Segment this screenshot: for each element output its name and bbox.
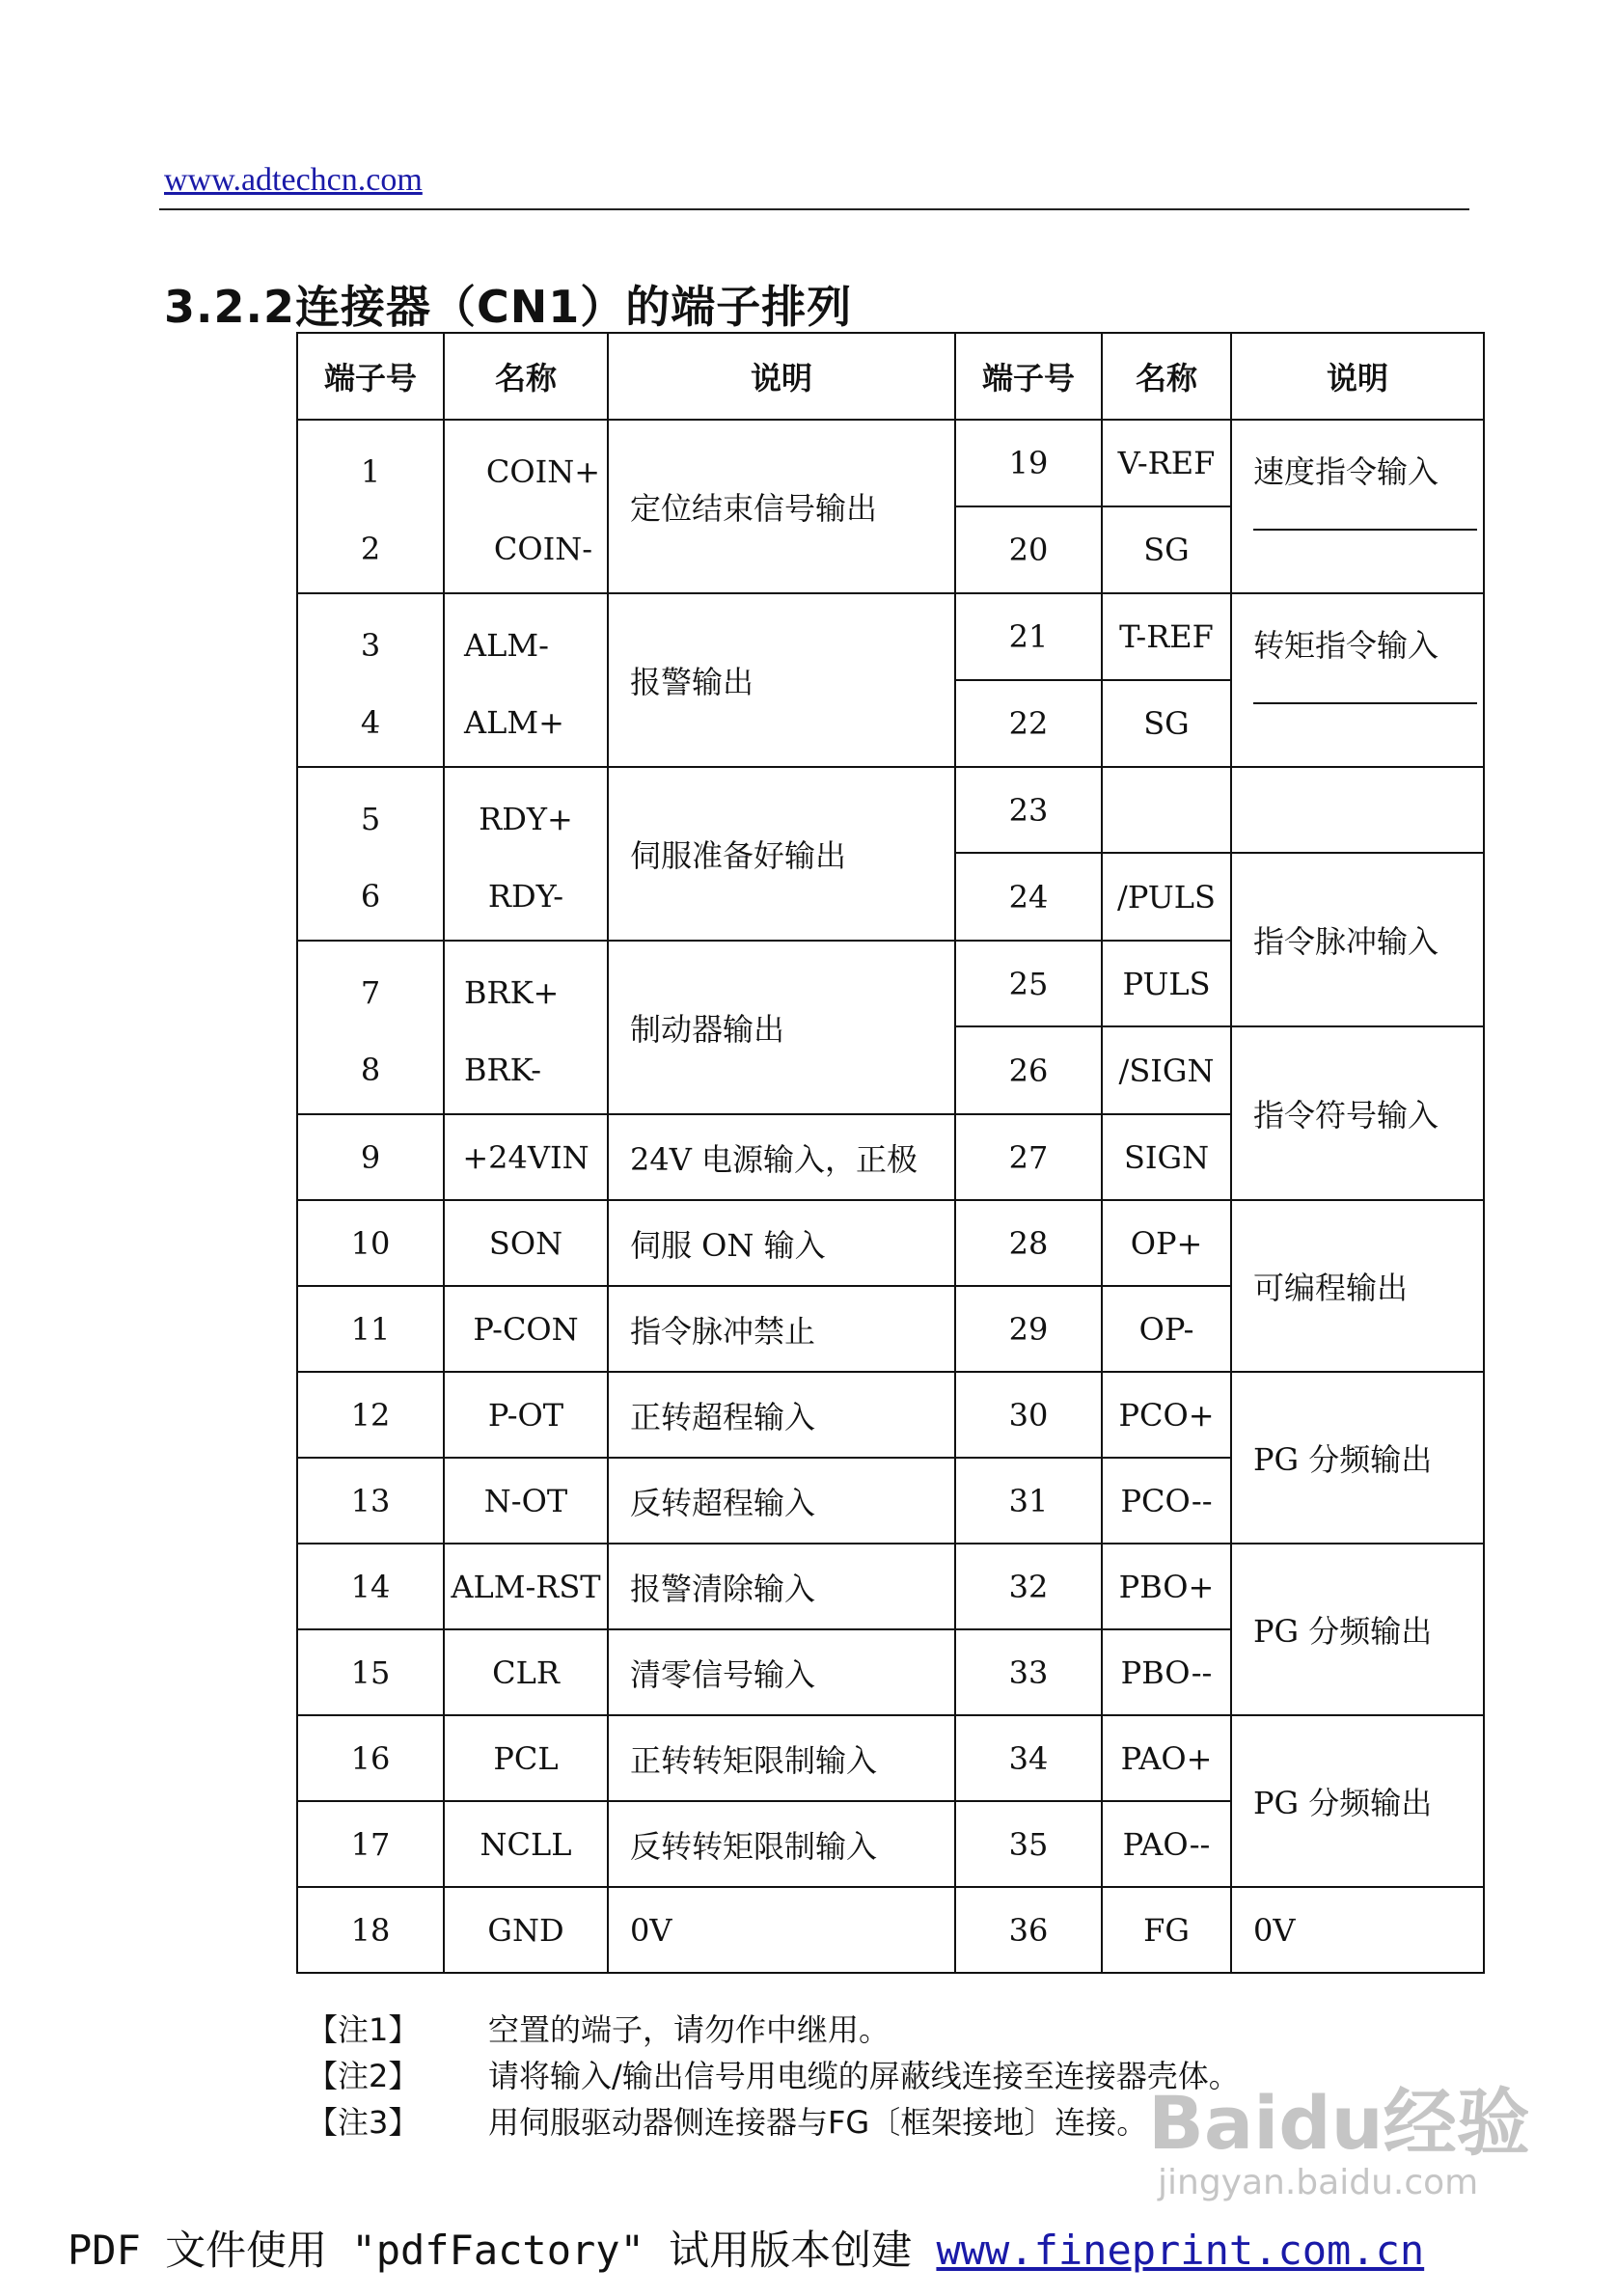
pin-desc-text: 转矩指令输入 — [1253, 627, 1439, 664]
underline — [1253, 529, 1477, 531]
pin-name: PCL — [444, 1715, 608, 1801]
header-pin: 端子号 — [955, 333, 1102, 420]
pin-name: RDY+ — [479, 801, 573, 837]
pin-desc: 反转转矩限制输入 — [608, 1801, 955, 1887]
pin-desc: 报警清除输入 — [608, 1544, 955, 1629]
pin-number: 7 — [360, 974, 381, 1011]
pin-number: 16 — [297, 1715, 444, 1801]
pin-name: BRK- — [464, 1052, 541, 1088]
pin-name: COIN- — [493, 531, 593, 567]
pin-number: 19 — [955, 420, 1102, 506]
table-row — [297, 1887, 1484, 1973]
notes — [307, 2007, 1240, 2146]
header-pin: 端子号 — [297, 333, 444, 420]
pin-number: 18 — [297, 1887, 444, 1973]
pin-name — [1102, 767, 1231, 853]
note-tag: 【注1】 — [307, 2011, 420, 2048]
pin-name-pair-cell — [444, 420, 608, 593]
header-name: 名称 — [1102, 333, 1231, 420]
pin-desc: 伺服准备好输出 — [608, 767, 955, 941]
table-header-row — [297, 333, 1484, 420]
pin-pair-cell — [297, 767, 444, 941]
pin-number: 15 — [297, 1629, 444, 1715]
pin-number: 28 — [955, 1200, 1102, 1286]
pin-number: 5 — [360, 801, 381, 837]
table-row — [297, 1544, 1484, 1629]
header-link[interactable]: www.adtechcn.com — [164, 162, 423, 198]
pin-number: 30 — [955, 1372, 1102, 1458]
pin-desc: 清零信号输入 — [608, 1629, 955, 1715]
pin-name: OP- — [1102, 1286, 1231, 1372]
pin-desc-empty — [1231, 767, 1484, 853]
pin-desc: 指令符号输入 — [1231, 1026, 1484, 1200]
note-tag: 【注2】 — [307, 2058, 420, 2094]
note-item — [307, 2099, 1240, 2146]
pin-name: ALM-RST — [444, 1544, 608, 1629]
pin-name: CLR — [444, 1629, 608, 1715]
pin-desc: 24V 电源输入，正极 — [608, 1114, 955, 1200]
pin-name: SON — [444, 1200, 608, 1286]
footer-link[interactable]: www.fineprint.com.cn — [936, 2227, 1425, 2274]
pin-number: 20 — [955, 506, 1102, 593]
pin-number: 32 — [955, 1544, 1102, 1629]
pin-desc — [1231, 420, 1484, 593]
pin-name: OP+ — [1102, 1200, 1231, 1286]
pin-pair-cell — [297, 593, 444, 767]
header-desc: 说明 — [1231, 333, 1484, 420]
pin-desc: PG 分频输出 — [1231, 1544, 1484, 1715]
underline — [1253, 702, 1477, 704]
pin-desc: PG 分频输出 — [1231, 1372, 1484, 1544]
pin-name-pair-cell — [444, 941, 608, 1114]
pin-number: 29 — [955, 1286, 1102, 1372]
pin-number: 27 — [955, 1114, 1102, 1200]
pin-desc: 指令脉冲输入 — [1231, 853, 1484, 1026]
pin-pair-cell — [297, 420, 444, 593]
pin-name: BRK+ — [464, 974, 560, 1011]
pin-name: ALM- — [464, 627, 549, 664]
note-item — [307, 2007, 1240, 2053]
pin-number: 31 — [955, 1458, 1102, 1544]
pin-name: PAO+ — [1102, 1715, 1231, 1801]
pin-number: 22 — [955, 680, 1102, 767]
pin-name: SIGN — [1102, 1114, 1231, 1200]
table-row — [297, 593, 1484, 680]
pin-desc: 指令脉冲禁止 — [608, 1286, 955, 1372]
pin-number: 12 — [297, 1372, 444, 1458]
pin-name: PBO-- — [1102, 1629, 1231, 1715]
pin-number: 34 — [955, 1715, 1102, 1801]
pin-number: 26 — [955, 1026, 1102, 1114]
pin-desc: 伺服 ON 输入 — [608, 1200, 955, 1286]
pin-name: T-REF — [1102, 593, 1231, 680]
pin-name-pair-cell — [444, 593, 608, 767]
pin-desc: PG 分频输出 — [1231, 1715, 1484, 1887]
note-tag: 【注3】 — [307, 2104, 420, 2141]
note-text: 用伺服驱动器侧连接器与FG〔框架接地〕连接。 — [488, 2104, 1148, 2141]
pin-name: PCO+ — [1102, 1372, 1231, 1458]
table-row — [297, 420, 1484, 506]
pin-number: 25 — [955, 941, 1102, 1026]
pin-name: P-CON — [444, 1286, 608, 1372]
pin-name: /SIGN — [1102, 1026, 1231, 1114]
pin-number: 13 — [297, 1458, 444, 1544]
pin-number: 35 — [955, 1801, 1102, 1887]
pin-desc: 制动器输出 — [608, 941, 955, 1114]
header-name: 名称 — [444, 333, 608, 420]
pin-name: /PULS — [1102, 853, 1231, 941]
pin-number: 8 — [360, 1052, 381, 1088]
pin-pair-cell — [297, 941, 444, 1114]
pin-name: ALM+ — [464, 704, 564, 741]
pin-desc: 可编程输出 — [1231, 1200, 1484, 1372]
pin-number: 24 — [955, 853, 1102, 941]
pin-name: RDY- — [487, 878, 564, 915]
pin-number: 14 — [297, 1544, 444, 1629]
table-row — [297, 1200, 1484, 1286]
pin-number: 23 — [955, 767, 1102, 853]
watermark-logo: Baidu经验 — [1148, 2080, 1530, 2166]
pin-name: N-OT — [444, 1458, 608, 1544]
pin-number: 6 — [360, 878, 381, 915]
pin-number: 17 — [297, 1801, 444, 1887]
watermark-site: jingyan.baidu.com — [1158, 2163, 1479, 2202]
pin-name: PULS — [1102, 941, 1231, 1026]
pin-name-pair-cell — [444, 767, 608, 941]
pin-name: +24VIN — [444, 1114, 608, 1200]
pin-name: COIN+ — [485, 453, 601, 490]
header-desc: 说明 — [608, 333, 955, 420]
pin-number: 10 — [297, 1200, 444, 1286]
pin-number: 1 — [360, 453, 381, 490]
pin-number: 21 — [955, 593, 1102, 680]
pin-name: SG — [1102, 680, 1231, 767]
note-text: 请将输入/输出信号用电缆的屏蔽线连接至连接器壳体。 — [488, 2058, 1240, 2094]
pin-name: NCLL — [444, 1801, 608, 1887]
pin-desc: 报警输出 — [608, 593, 955, 767]
pin-number: 11 — [297, 1286, 444, 1372]
pin-name: SG — [1102, 506, 1231, 593]
footer-text: PDF 文件使用 "pdfFactory" 试用版本创建 — [68, 2227, 937, 2274]
pin-name: P-OT — [444, 1372, 608, 1458]
pin-desc: 反转超程输入 — [608, 1458, 955, 1544]
pin-table — [296, 332, 1485, 1974]
pin-number: 36 — [955, 1887, 1102, 1973]
pin-name: PCO-- — [1102, 1458, 1231, 1544]
note-text: 空置的端子，请勿作中继用。 — [488, 2011, 891, 2048]
pin-name: PAO-- — [1102, 1801, 1231, 1887]
pin-desc: 正转转矩限制输入 — [608, 1715, 955, 1801]
pin-number: 3 — [360, 627, 381, 664]
pin-desc: 正转超程输入 — [608, 1372, 955, 1458]
pin-desc: 定位结束信号输出 — [608, 420, 955, 593]
pin-number: 2 — [360, 531, 381, 567]
table-row — [297, 1372, 1484, 1458]
pin-desc-text: 速度指令输入 — [1253, 453, 1439, 490]
pin-name: V-REF — [1102, 420, 1231, 506]
table-row — [297, 1715, 1484, 1801]
pin-number: 9 — [297, 1114, 444, 1200]
pin-number: 33 — [955, 1629, 1102, 1715]
pin-name: PBO+ — [1102, 1544, 1231, 1629]
pin-name: FG — [1102, 1887, 1231, 1973]
section-title: 3.2.2连接器（CN1）的端子排列 — [164, 281, 853, 333]
pin-desc — [1231, 593, 1484, 767]
pin-name: GND — [444, 1887, 608, 1973]
pin-number: 4 — [360, 704, 381, 741]
pin-desc: 0V — [608, 1887, 955, 1973]
pin-desc: 0V — [1231, 1887, 1484, 1973]
header-rule — [159, 208, 1469, 210]
footer — [68, 2219, 1424, 2277]
table-row — [297, 767, 1484, 853]
note-item — [307, 2053, 1240, 2099]
